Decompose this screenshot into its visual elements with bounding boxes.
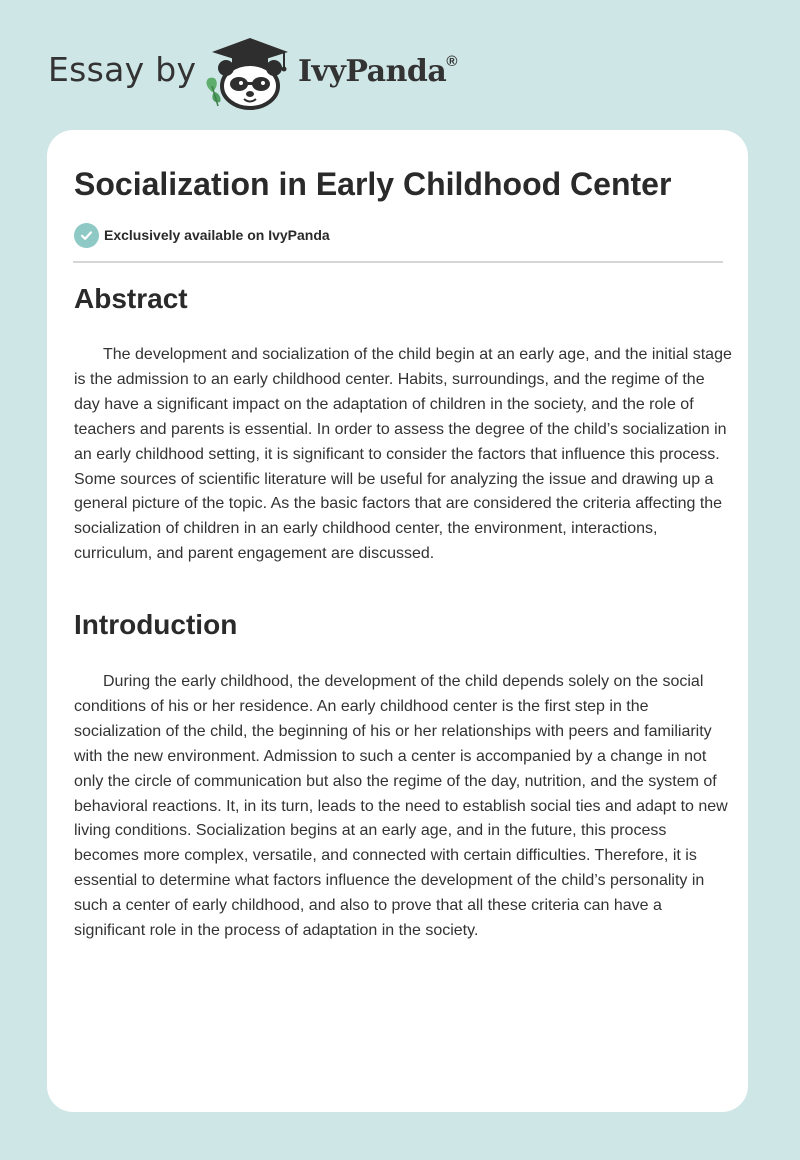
badge-label: Exclusively available on IvyPanda	[104, 227, 330, 243]
registered-mark: ®	[446, 53, 457, 70]
exclusive-badge	[74, 222, 330, 248]
brand-label: IvyPanda	[298, 54, 447, 89]
panda-graduation-cap-icon	[200, 36, 294, 110]
divider	[73, 261, 723, 263]
section-paragraph-introduction: During the early childhood, the development of the child depends solely on the social conditions of his or her residence. An early childhood center is the first step in the socialization of the child, the beginning of his or her relationships with peers and familiarity with the new environment. Admission to such a center is accompanied by a change in not only the circle of communication but also the regime of the day, nutrition, and the system of behavioral reactions. It, in its turn, leads to the need to establish social ties and adapt to new living conditions. Socialization begins at an early age, and in the future, this process becomes more complex, versatile, and connected with certain difficulties. Therefore, it is essential to determine what factors influence the development of the child’s personality in such a center of early childhood, and also to prove that all these criteria can have a significant role in the process of adaptation in the society.	[74, 673, 728, 940]
brand-name[interactable]	[298, 54, 457, 89]
check-circle-icon	[74, 223, 99, 248]
essay-card	[47, 130, 748, 1112]
site-header	[0, 0, 800, 120]
section-heading-introduction: Introduction	[74, 609, 238, 640]
essay-by-label: Essay by	[48, 50, 197, 89]
section-paragraph-abstract: The development and socialization of the child begin at an early age, and the initial stage is the admission to an early childhood center. Habits, surroundings, and the regime of the day have a significant impact on the adaptation of children in the society, and the role of teachers and parents is essential. In order to assess the degree of the child’s socialization in an early childhood setting, it is significant to consider the factors that influence this process. Some sources of scientific literature will be useful for analyzing the issue and drawing up a general picture of the topic. As the basic factors that are considered the criteria affecting the socialization of children in an early childhood center, the environment, interactions, curriculum, and parent engagement are discussed.	[74, 346, 732, 563]
section-heading-abstract: Abstract	[74, 283, 188, 314]
page-title: Socialization in Early Childhood Center	[74, 166, 672, 202]
